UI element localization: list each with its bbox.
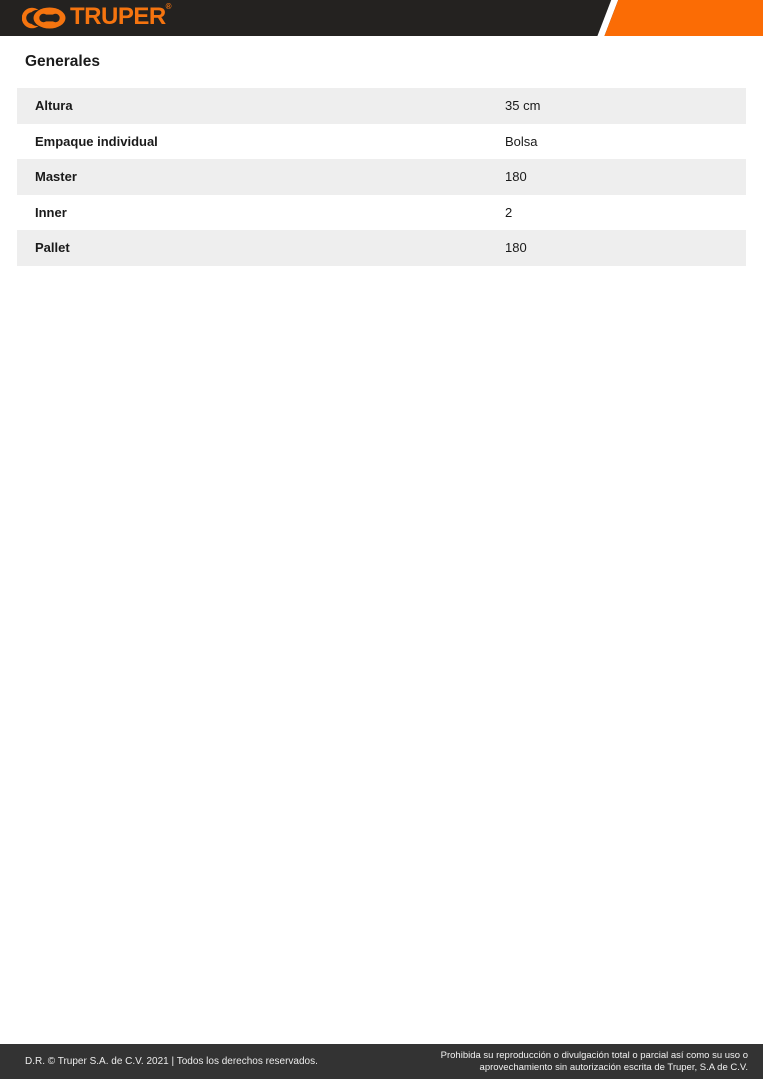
table-row [17, 159, 746, 195]
spec-table [17, 88, 746, 266]
truper-logo [22, 0, 171, 36]
footer-legal-notice [441, 1050, 748, 1074]
footer-copyright: D.R. © Truper S.A. de C.V. 2021 | Todos los derechos reservados. [25, 1056, 318, 1067]
footer-legal-line2: aprovechamiento sin autorización escrita de Truper, S.A de C.V. [479, 1061, 748, 1073]
table-row [17, 88, 746, 124]
spec-value: Bolsa [505, 133, 538, 149]
spec-label: Pallet [35, 240, 70, 256]
spec-value: 180 [505, 169, 527, 185]
registered-mark: ® [165, 2, 172, 11]
footer-bar [0, 1044, 763, 1079]
section-title: Generales [25, 53, 100, 70]
spec-value: 35 cm [505, 98, 541, 114]
table-row [17, 124, 746, 160]
table-row [17, 230, 746, 266]
spec-label: Master [35, 169, 77, 185]
table-row [17, 195, 746, 231]
spec-value: 2 [505, 204, 513, 220]
header-bar [0, 0, 763, 36]
footer-legal-line1: Prohibida su reproducción o divulgación total o parcial así como su uso o [440, 1049, 748, 1061]
truper-logo-icon [22, 5, 66, 31]
header-orange-banner [603, 0, 763, 36]
spec-label: Empaque individual [35, 133, 158, 149]
logo-wordmark: TRUPER® [70, 2, 172, 30]
spec-value: 180 [505, 240, 527, 256]
spec-label: Inner [35, 204, 67, 220]
spec-label: Altura [35, 98, 73, 114]
